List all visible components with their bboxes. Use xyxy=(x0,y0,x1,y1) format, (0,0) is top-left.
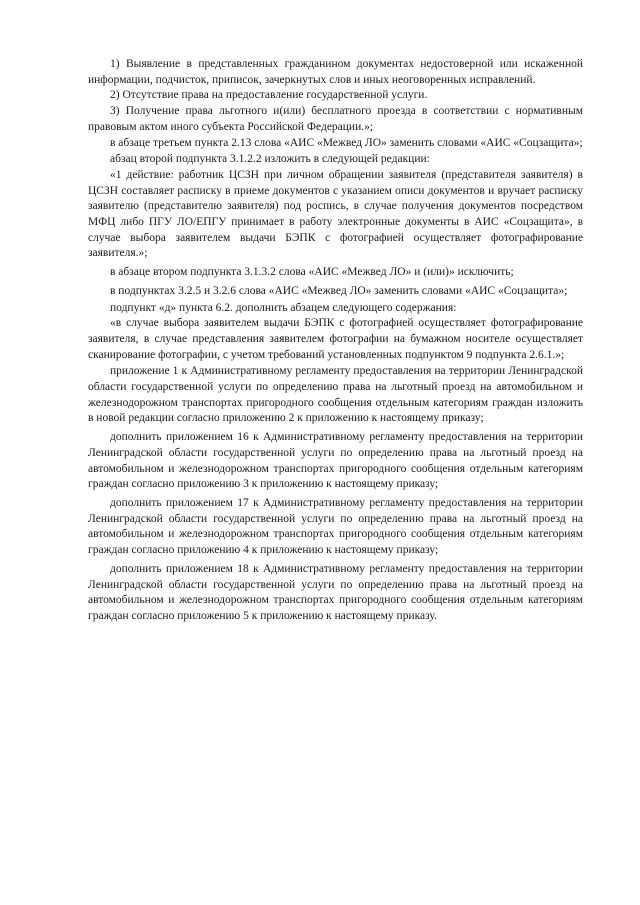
paragraph-appendix-16: дополнить приложением 16 к Административному регламенту предоставления на территории Ленинградской области государственной услуги по определению права на льготный проезд на автомобильном и железнодорожном транспортах пригородного сообщения отдельным категориям граждан согласно приложению 3 к приложению к настоящему приказу; xyxy=(88,431,583,491)
paragraph-refusal-1: 1) Выявление в представленных гражданином документах недостоверной или искаженной информации, подчисток, приписок, зачеркнутых слов и иных неоговоренных исправлений. xyxy=(88,58,583,86)
paragraph-appendix-18: дополнить приложением 18 к Административному регламенту предоставления на территории Ленинградской области государственной услуги по определению права на льготный проезд на автомобильном и железнодорожном транспортах пригородного сообщения отдельным категориям граждан согласно приложению 5 к приложению к настоящему приказу. xyxy=(88,562,583,622)
paragraph-amend-3-2-5: в подпунктах 3.2.5 и 3.2.6 слова «АИС «Межвед ЛО» заменить словами «АИС «Соцзащита»; xyxy=(110,284,568,297)
paragraph-appendix-1: приложение 1 к Административному регламенту предоставления на территории Ленинградской области государственной услуги по определению права на льготный проезд на автомобильном и железнодорожном транспортах пригородного сообщения отдельным категориям граждан изложить в новой редакции согласно приложению 2 к приложению к настоящему приказу; xyxy=(88,365,583,425)
paragraph-appendix-17: дополнить приложением 17 к Административному регламенту предоставления на территории Ленинградской области государственной услуги по определению права на льготный проезд на автомобильном и железнодорожном транспортах пригородного сообщения отдельным категориям граждан согласно приложению 4 к приложению к настоящему приказу; xyxy=(88,496,583,557)
paragraph-refusal-2: 2) Отсутствие права на предоставление государственной услуги. xyxy=(110,89,428,102)
document-page xyxy=(88,57,583,625)
paragraph-photo: «в случае выбора заявителем выдачи БЭПК с фотографией осуществляет фотографирование заявителя, в случае представления заявителем фотографии на бумажном носителе осуществляет сканирование фотографии, с учетом требований установленных подпунктом 9 подпункта 2.6.1.»; xyxy=(88,317,583,361)
paragraph-amend-3-1-2-2: абзац второй подпункта 3.1.2.2 изложить в следующей редакции: xyxy=(110,153,430,166)
paragraph-amend-6-2: подпункт «д» пункта 6.2. дополнить абзацем следующего содержания: xyxy=(110,301,457,314)
paragraph-amend-2-13: в абзаце третьем пункта 2.13 слова «АИС «Межвед ЛО» заменить словами «АИС «Соцзащита»; xyxy=(110,136,583,149)
paragraph-action-1: «1 действие: работник ЦСЗН при личном обращении заявителя (представителя заявителя) в ЦСЗН составляет расписку в приеме документов с указанием описи документов и вручает расписку заявителю (представителю заявителя) под роспись, в случае получения документов посредством МФЦ либо ПГУ ЛО/ЕПГУ принимает в работу электронные документы в АИС «Соцзащита», в случае выбора заявителем выдачи БЭПК с фотографией осуществляет фотографирование заявителя.»; xyxy=(88,168,583,260)
paragraph-amend-3-1-3-2: в абзаце втором подпункта 3.1.3.2 слова «АИС «Межвед ЛО» и (или)» исключить; xyxy=(110,266,514,279)
paragraph-refusal-3: 3) Получение права льготного и(или) бесплатного проезда в соответствии с нормативным правовым актом иного субъекта Российской Федерации.»; xyxy=(88,105,583,133)
